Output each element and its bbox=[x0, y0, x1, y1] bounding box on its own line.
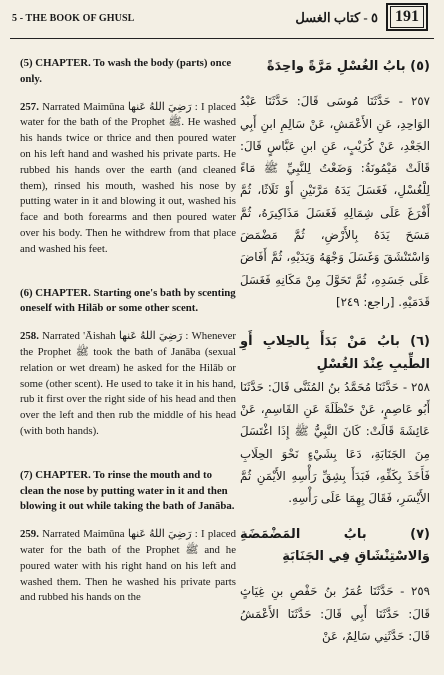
chapter-5-heading-arabic: (٥) بابُ الغُسْلِ مَرَّةً واحِدَةً bbox=[266, 59, 430, 74]
hadith-258 bbox=[20, 329, 236, 440]
english-column bbox=[20, 56, 236, 606]
hadith-text: Narrated Maimūna رَضِيَ اللهُ عَنها : I placed water for the bath of the Prophet ﷺ and he poured water with his right hand on his left and washed them. Then he washed his private parts and rubbed his hands on the bbox=[20, 528, 236, 604]
chapter-7-heading: (7) CHAPTER. To rinse the mouth and to clean the nose by putting water in it and then blowing it out while taking the bath of Janāba. bbox=[20, 468, 235, 513]
chapter-6-heading: (6) CHAPTER. Starting one's bath by scenting oneself with Hilāb or some other scent. bbox=[20, 286, 236, 315]
hadith-259-arabic: ٢٥٩ - حَدَّثَنَا عُمَرُ بنُ حَفْصِ بنِ غِيَاثٍ قَالَ: حَدَّثَنَا أَبِي قَالَ: حَدَّثَنَا الأَعْمَشُ قَالَ: حَدَّثَنِي سَالِمٌ، عَنْ bbox=[240, 584, 430, 643]
hadith-number: 259. bbox=[20, 528, 39, 541]
hadith-259 bbox=[20, 527, 236, 606]
chapter-6-heading-arabic: (٦) بابُ مَنْ بَدَأَ بِالحِلابِ أَوِ الطِّيبِ عِنْدَ الغُسْلِ bbox=[240, 334, 430, 372]
hadith-text: Narrated 'Āishah رَضِيَ اللهُ عَنها : Whenever the Prophet ﷺ took the bath of Janāba (sexual relation or wet dream) he asked for the Hilāb or some (other scent). He used to take it in his hand, rub it first over the right side of his head and then over the left and then rub the middle of his head (with both hands). bbox=[20, 330, 237, 437]
hadith-257 bbox=[20, 100, 236, 258]
spacer bbox=[20, 440, 236, 468]
header-rule bbox=[10, 38, 434, 39]
hadith-number: 257. bbox=[20, 100, 39, 113]
chapter-7-heading-arabic: (٧) بابُ المَضْمَضَةِ وَالاسْتِنْشَاقِ فِي الجَنَابَةِ bbox=[240, 526, 430, 564]
spacer bbox=[20, 258, 236, 286]
arabic-column bbox=[240, 56, 430, 647]
hadith-number: 258. bbox=[20, 330, 39, 343]
running-title-arabic: ٥ - كتاب الغسل bbox=[295, 10, 378, 25]
running-title: 5 - THE BOOK OF GHUSL bbox=[12, 13, 135, 24]
hadith-257-arabic: ٢٥٧ - حَدَّثَنَا مُوسَى قَالَ: حَدَّثَنَا عَبْدُ الوَاحِدِ، عَنِ الأَعْمَشِ، عَنْ سَالِمِ ابنِ أَبِي الجَعْدِ، عَنْ كُرَيْبٍ، عَنِ ابنِ عَبَّاسٍ قَالَ: قَالَتْ مَيْمُونَةُ: وَضَعْتُ لِلنَّبِيِّ ﷺ مَاءً لِلْغُسْلِ، فَغَسَلَ يَدَهُ مَرَّتَيْنِ أَوْ ثَلَاثًا، ثُمَّ أَفْرَغَ عَلَى شِمَالِهِ فَغَسَلَ مَذَاكِيرَهُ، ثُمَّ مَسَحَ يَدَهُ بِالأَرْضِ، ثُمَّ مَضْمَضَ وَاسْتَنْشَقَ وَغَسَلَ وَجْهَهُ وَيَدَيْهِ، ثُمَّ أَفَاضَ عَلَى جَسَدِهِ، ثُمَّ تَحَوَّلَ مِنْ مَكَانِهِ فَغَسَلَ قَدَمَيْهِ. [راجع: ٢٤٩] bbox=[240, 94, 430, 309]
page-number-box bbox=[386, 3, 428, 31]
page-header bbox=[8, 0, 436, 40]
page-number: 191 bbox=[390, 6, 424, 28]
hadith-258-arabic: ٢٥٨ - حَدَّثَنَا مُحَمَّدُ بنُ المُثَنَّى قَالَ: حَدَّثَنَا أَبُو عَاصِمٍ، عَنْ حَنْظَلَةَ عَنِ القَاسِمِ، عَنْ عَائِشَةَ قَالَتْ: كَانَ النَّبِيُّ ﷺ إِذَا اغْتَسَلَ مِنَ الجَنَابَةِ، دَعَا بِشَيْءٍ نَحْوَ الحِلَابِ فَأَخَذَ بِكَفِّهِ، فَبَدَأَ بِشِقِّ رَأْسِهِ الأَيْمَنِ ثُمَّ الأَيْسَرِ، فَقَالَ بِهِمَا عَلَى رَأْسِهِ. bbox=[240, 379, 430, 506]
chapter-5-heading: (5) CHAPTER. To wash the body (parts) once only. bbox=[20, 57, 232, 85]
hadith-text: Narrated Maimūna رَضِيَ اللهُ عَنها : I placed water for the bath of the Prophet ﷺ. He washed his hands twice or thrice and then poured water on his left hand and washed his private parts. He rubbed his hands over the earth (and cleaned them), rinsed his mouth, washed his nose by putting water in it and blowing it out, washed his face and both forearms and then poured water over his body. Then he withdrew from that place and washed his feet. bbox=[20, 100, 236, 255]
